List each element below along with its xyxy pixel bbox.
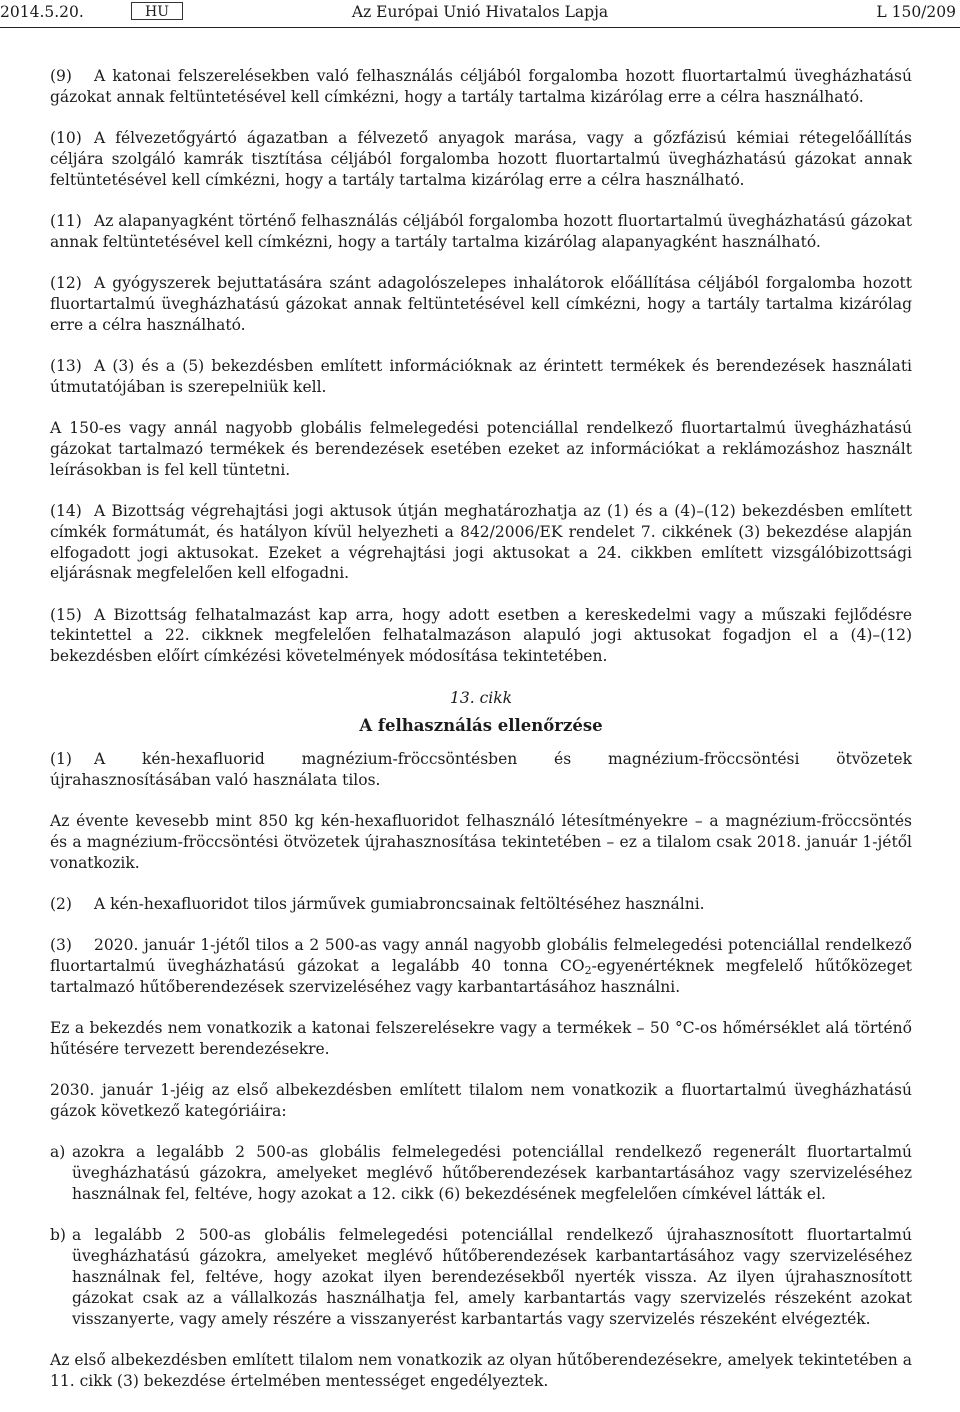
list-item <box>50 1142 912 1204</box>
article-paragraph-1-continuation <box>50 811 912 873</box>
paragraph-text: -egyenértéknek megfelelő hűtőközeget tartalmazó hűtőberendezések szervizeléséhez vagy karbantartásához használni. <box>50 957 912 996</box>
list-item <box>50 1225 912 1329</box>
paragraph-number: (1) <box>50 750 72 769</box>
paragraph-text: Az alapanyagként történő felhasználás céljából forgalomba hozott fluortartalmú üvegházhatású gázokat annak feltüntetésével kell címkézni, hogy a tartály tartalma kizárólag alapanyagként használható. <box>50 211 912 251</box>
recital-13-continuation <box>50 418 912 480</box>
paragraph-text: 2020. január 1-jétől tilos a 2 500-as vagy annál nagyobb globális felmelegedési potenciállal rendelkező fluortartalmú üvegházhatású gázokat a legalább 40 tonna CO <box>50 936 912 976</box>
list-text: a legalább 2 500-as globális felmelegedési potenciállal rendelkező újrahasznosított fluortartalmú üvegházhatású gázokra, amelyeket meglévő hűtőberendezések karbantartásához vagy szervizeléséhez használnak fel, feltéve, hogy azokat ilyen berendezésekből nyerték vissza. Az ilyen újrahasznosított gázokat csak az a vállalkozás használhatja fel, amely karbantartás vagy szervizelés részeként azokat visszanyerte, vagy amely részére a visszanyerést karbantartás vagy szervizelés részeként elvégezték. <box>72 1226 912 1328</box>
recital-12 <box>50 273 912 335</box>
article-paragraph-1 <box>50 749 912 791</box>
recital-11 <box>50 211 912 253</box>
article-paragraph-2 <box>50 894 912 915</box>
recital-9 <box>50 66 912 108</box>
paragraph-text: A katonai felszerelésekben való felhasználás céljából forgalomba hozott fluortartalmú üvegházhatású gázokat annak feltüntetésével kell címkézni, hogy a tartály tartalma kizárólag erre a célra használható. <box>50 67 912 106</box>
paragraph-text: A gyógyszerek bejuttatására szánt adagolószelepes inhalátorok előállítása céljából forgalomba hozott fluortartalmú üvegházhatású gázokat annak feltüntetésével kell címkézni, hogy a tartály tartalma kizárólag erre a célra használható. <box>50 274 912 334</box>
paragraph-number: (11) <box>50 211 82 230</box>
recital-14 <box>50 501 912 584</box>
article-paragraph-3-transition <box>50 1080 912 1122</box>
paragraph-number: (15) <box>50 605 82 624</box>
closing-paragraph <box>50 1350 912 1392</box>
paragraph-text: A 150-es vagy annál nagyobb globális felmelegedési potenciállal rendelkező fluortartalmú üvegházhatású gázokat tartalmazó termékek és berendezések esetében ezeket az információkat a reklámozáshoz használt leírásokban is fel kell tüntetni. <box>50 419 912 479</box>
list-text: azokra a legalább 2 500-as globális felmelegedési potenciállal rendelkező regenerált fluortartalmú üvegházhatású gázokra, amelyeket meglévő hűtőberendezések karbantartásához vagy szervizeléséhez használnak fel, feltéve, hogy azokat a 12. cikk (6) bekezdésének megfelelően címkével látták el. <box>72 1143 912 1204</box>
paragraph-number: (12) <box>50 274 82 293</box>
article-number: 13. cikk <box>450 688 512 707</box>
header-rule <box>0 27 960 28</box>
paragraph-text: A félvezetőgyártó ágazatban a félvezető anyagok marása, vagy a gőzfázisú kémiai rétegelőállítás céljára szolgáló kamrák tisztítása céljából forgalomba hozott fluortartalmú üvegházhatású gázokat annak feltüntetésével kell címkézni, hogy a tartály tartalma kizárólag erre a célra használható. <box>50 129 912 189</box>
paragraph-text: Ez a bekezdés nem vonatkozik a katonai felszerelésekre vagy a termékek – 50 °C-os hőmérséklet alá történő hűtésére tervezett berendezésekre. <box>50 1019 912 1059</box>
list-label: b) <box>50 1226 66 1245</box>
paragraph-number: (9) <box>50 67 72 85</box>
paragraph-text: A (3) és a (5) bekezdésben említett információknak az érintett termékek és berendezések használati útmutatójában is szerepelniük kell. <box>50 356 912 396</box>
paragraph-text: A kén-hexafluoridot tilos járművek gumiabroncsainak feltöltéséhez használni. <box>94 895 705 914</box>
journal-title: Az Európai Unió Hivatalos Lapja <box>351 3 609 21</box>
paragraph-number: (13) <box>50 356 82 375</box>
paragraph-text: A Bizottság végrehajtási jogi aktusok útján meghatározhatja az (1) és a (4)–(12) bekezdésben említett címkék formátumát, és hatályon kívül helyezheti a 842/2006/EK rendelet 7. cikkének (3) bekezdése alapján elfogadott jogi aktusokat. Ezeket a végrehajtási jogi aktusokat a 24. cikkben említett vizsgálóbizottsági eljárásnak megfelelően kell elfogadni. <box>50 501 912 583</box>
language-badge: HU <box>131 2 183 20</box>
list-label: a) <box>50 1143 66 1162</box>
article-title: A felhasználás ellenőrzése <box>359 716 603 736</box>
document-body <box>50 66 912 1412</box>
paragraph-number: (2) <box>50 895 72 914</box>
recital-15 <box>50 605 912 667</box>
recital-13 <box>50 356 912 398</box>
paragraph-text: Az első albekezdésben említett tilalom nem vonatkozik az olyan hűtőberendezésekre, amelyek tekintetében a 11. cikk (3) bekezdése értelmében mentességet engedélyeztek. <box>50 1350 912 1390</box>
paragraph-text: A Bizottság felhatalmazást kap arra, hogy adott esetben a kereskedelmi vagy a műszaki fejlődésre tekintettel a 22. cikknek megfelelően felhatalmazáson alapuló jogi aktusokat fogadjon el a (4)–(12) bekezdésben előírt címkézési követelmények módosítása tekintetében. <box>50 605 912 666</box>
co2-subscript: 2 <box>584 964 592 978</box>
paragraph-number: (3) <box>50 936 72 955</box>
page-reference: L 150/209 <box>876 3 956 21</box>
paragraph-number: (10) <box>50 129 82 148</box>
paragraph-text: Az évente kevesebb mint 850 kg kén-hexafluoridot felhasználó létesítményekre – a magnézium-fröccsöntés és a magnézium-fröccsöntési ötvözetek újrahasznosítása tekintetében – ez a tilalom csak 2018. január 1-jétől vonatkozik. <box>50 812 912 872</box>
recital-10 <box>50 128 912 190</box>
paragraph-number: (14) <box>50 501 82 520</box>
article-paragraph-3-exception <box>50 1018 912 1060</box>
page-header <box>0 0 960 28</box>
paragraph-text: 2030. január 1-jéig az első albekezdésben említett tilalom nem vonatkozik a fluortartalmú üvegházhatású gázok következő kategóriáira: <box>50 1081 912 1121</box>
article-paragraph-3 <box>50 935 912 997</box>
paragraph-text: A kén-hexafluorid magnézium-fröccsöntésben és magnézium-fröccsöntési ötvözetek újrahasznosításában való használata tilos. <box>50 750 912 789</box>
publication-date: 2014.5.20. <box>0 3 84 21</box>
